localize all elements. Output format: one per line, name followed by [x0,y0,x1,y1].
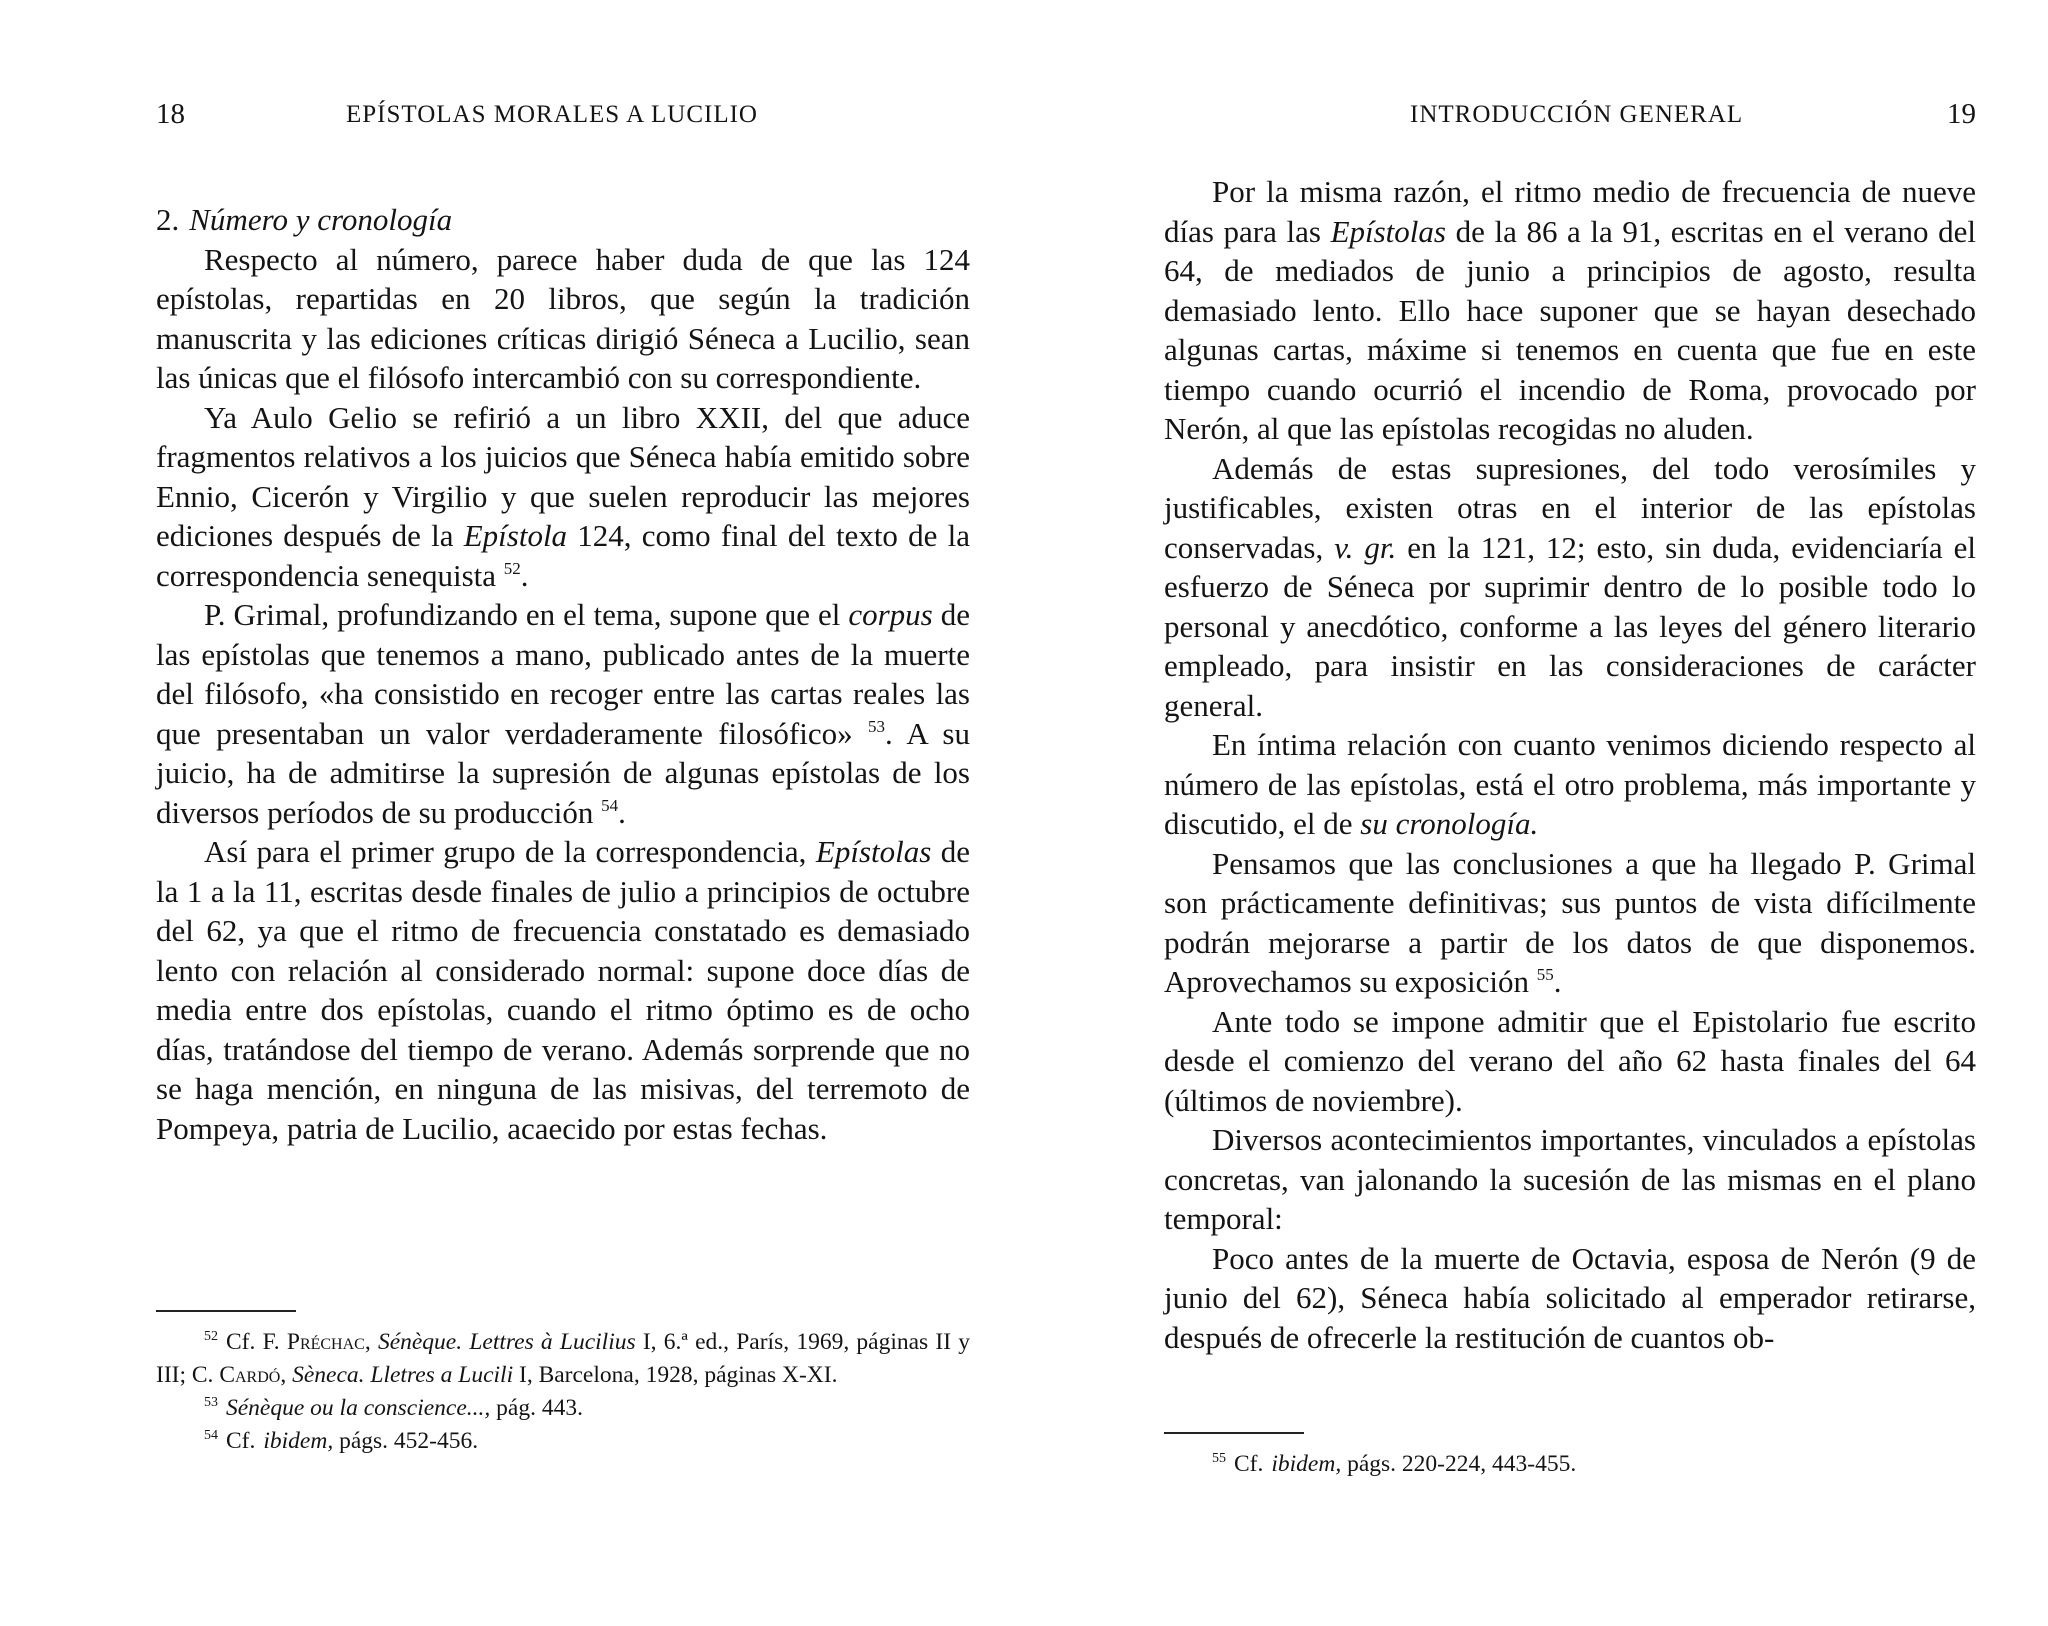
italic-text: Epístolas [815,834,932,869]
text-run: Además de estas supresiones, del todo verosímiles y justificables, existen otras en el interior de las epístolas conservadas, [1164,450,1976,565]
footnote [1164,1448,1976,1481]
paragraph [1164,725,1976,844]
footnote [156,1392,970,1425]
footnotes [156,1310,970,1458]
text-run: Diversos acontecimientos importantes, vinculados a epístolas concretas, van jalonando la sucesión de las mismas en el plano temporal: [1164,1122,1976,1236]
italic-text: Epístolas [1330,213,1446,249]
footnote-ref: 55 [1536,965,1554,984]
text-run: pág. 443. [496,1395,583,1421]
running-head [1164,98,1976,138]
text-run: P. Grimal, profundizando en el tema, supone que el [204,597,841,632]
running-title: EPÍSTOLAS MORALES A LUCILIO [346,101,758,128]
paragraph [1164,1239,1976,1358]
body-text [1164,172,1976,1357]
text-run: . [1553,964,1562,999]
author-name: Préchac, [286,1329,371,1355]
text-run: En íntima relación con cuanto venimos diciendo respecto al número de las epístolas, está el otro problema, más importante y discutido, el de [1164,727,1976,841]
text-run: Cf. F. [226,1329,280,1355]
text-run: . [618,794,626,830]
footnote-number: 54 [204,1428,218,1443]
paragraph [1164,172,1976,449]
author-name: Cardó, [219,1362,287,1388]
text-run: págs. 452-456. [339,1428,479,1454]
text-run: Cf. [226,1428,256,1454]
footnote-number: 53 [204,1395,218,1410]
right-page [1164,0,1976,1626]
footnote-rule [1164,1432,1304,1434]
section-number: 2. [156,202,180,237]
page-number: 19 [1947,98,1976,130]
paragraph [1164,844,1976,1002]
work-title: ibidem, [263,1428,334,1454]
running-title: INTRODUCCIÓN GENERAL [1410,101,1744,128]
left-page [156,0,970,1626]
text-run: Ya Aulo Gelio se refirió a un libro XXII, del que aduce fragmentos relativos a los juicios que Séneca había emitido sobre Ennio, Cicerón y Virgilio y que suelen reproducir las mejores ediciones después de la [156,399,970,553]
text-run: I, Barcelona, 1928, páginas X-XI. [519,1362,838,1388]
text-run: en la 121, 12; esto, sin duda, evidenciaría el esfuerzo de Séneca por suprimir dentro de lo posible todo lo personal y anecdótico, conforme a las leyes del género literario empleado, para insistir en las consideraciones de carácter general. [1164,529,1977,723]
footnote-number: 52 [204,1329,218,1344]
paragraph [156,832,970,1148]
work-title: ibidem, [1271,1451,1342,1477]
text-run: Poco antes de la muerte de Octavia, esposa de Nerón (9 de junio del 62), Séneca había solicitado al emperador retirarse, después de ofrecerle la restitución de cuantos ob- [1164,1240,1976,1355]
text-run: Cf. [1234,1451,1264,1477]
text-run: 124, como final del texto de la correspondencia senequista [156,518,970,593]
paragraph [156,240,970,398]
text-run: Ante todo se impone admitir que el Epistolario fue escrito desde el comienzo del verano del año 62 hasta finales del 64 (últimos de noviembre). [1164,1003,1976,1118]
footnote-number: 55 [1212,1451,1226,1466]
page-number: 18 [156,98,185,130]
footnote-ref: 53 [867,716,885,736]
italic-text: Epístola [463,518,568,553]
text-run: . [520,557,529,593]
paragraph [1164,449,1976,726]
text-run: de la 1 a la 11, escritas desde finales de julio a principios de octubre del 62, ya que el ritmo de frecuencia constatado es demasiado lento con relación al considerado normal: supone doce días de media entre dos epístolas, cuando el ritmo óptimo es de ocho días, tratándose del tiempo de verano. Además sorprende que no se haga mención, en ninguna de las misivas, del terremoto de Pompeya, patria de Lucilio, acaecido por estas fechas. [156,834,971,1146]
paragraph [156,398,970,596]
text-run: Así para el primer grupo de la correspondencia, [204,834,807,869]
text-run: . A su juicio, ha de admitirse la supresión de algunas epístolas de los diversos períodos de su producción [156,715,970,830]
text-run: de las epístolas que tenemos a mano, publicado antes de la muerte del filósofo, «ha consistido en recoger entre las cartas reales las que presentaban un valor verdaderamente filosófico» [156,597,971,751]
body-text [156,200,970,1148]
text-run: de la 86 a la 91, escritas en el verano del 64, de mediados de junio a principios de agosto, resulta demasiado lento. Ello hace suponer que se hayan desechado algunas cartas, máxime si tenemos en cuenta que fue en este tiempo cuando ocurrió el incendio de Roma, provocado por Nerón, al que las epístolas recogidas no aluden. [1164,213,1977,446]
footnote-ref: 52 [503,558,521,578]
footnote-rule [156,1310,296,1312]
paragraph [1164,1002,1976,1121]
text-run: Por la misma razón, el ritmo medio de frecuencia de nueve días para las [1164,174,1976,249]
section-title: Número y cronología [189,202,453,237]
footnote [156,1425,970,1458]
running-head [156,98,970,138]
text-run: I, 6.ª ed., París, 1969, páginas II y III; C. [156,1329,971,1388]
italic-text: su cronología. [1360,806,1539,841]
paragraph [1164,1120,1976,1239]
text-run: Respecto al número, parece haber duda de que las 124 epístolas, repartidas en 20 libros, que según la tradición manuscrita y las ediciones críticas dirigió Séneca a Lucilio, sean las únicas que el filósofo intercambió con su correspondiente. [156,241,970,395]
italic-text: v. gr. [1334,529,1397,565]
paragraph [156,595,970,832]
work-title: Sénèque ou la conscience..., [226,1395,491,1421]
text-run: Pensamos que las conclusiones a que ha llegado P. Grimal son prácticamente definitivas; sus puntos de vista difícilmente podrán mejorarse a partir de los datos de que disponemos. Aprovechamos su exposición [1164,845,1976,999]
italic-text: corpus [848,597,933,632]
work-title: Sénèque. Lettres à Lucilius [377,1329,636,1355]
footnote [156,1326,970,1392]
footnotes [1164,1432,1976,1481]
work-title: Sèneca. Lletres a Lucili [292,1362,514,1388]
footnote-ref: 54 [601,795,619,815]
section-heading [156,200,970,240]
text-run: págs. 220-224, 443-455. [1347,1451,1577,1477]
